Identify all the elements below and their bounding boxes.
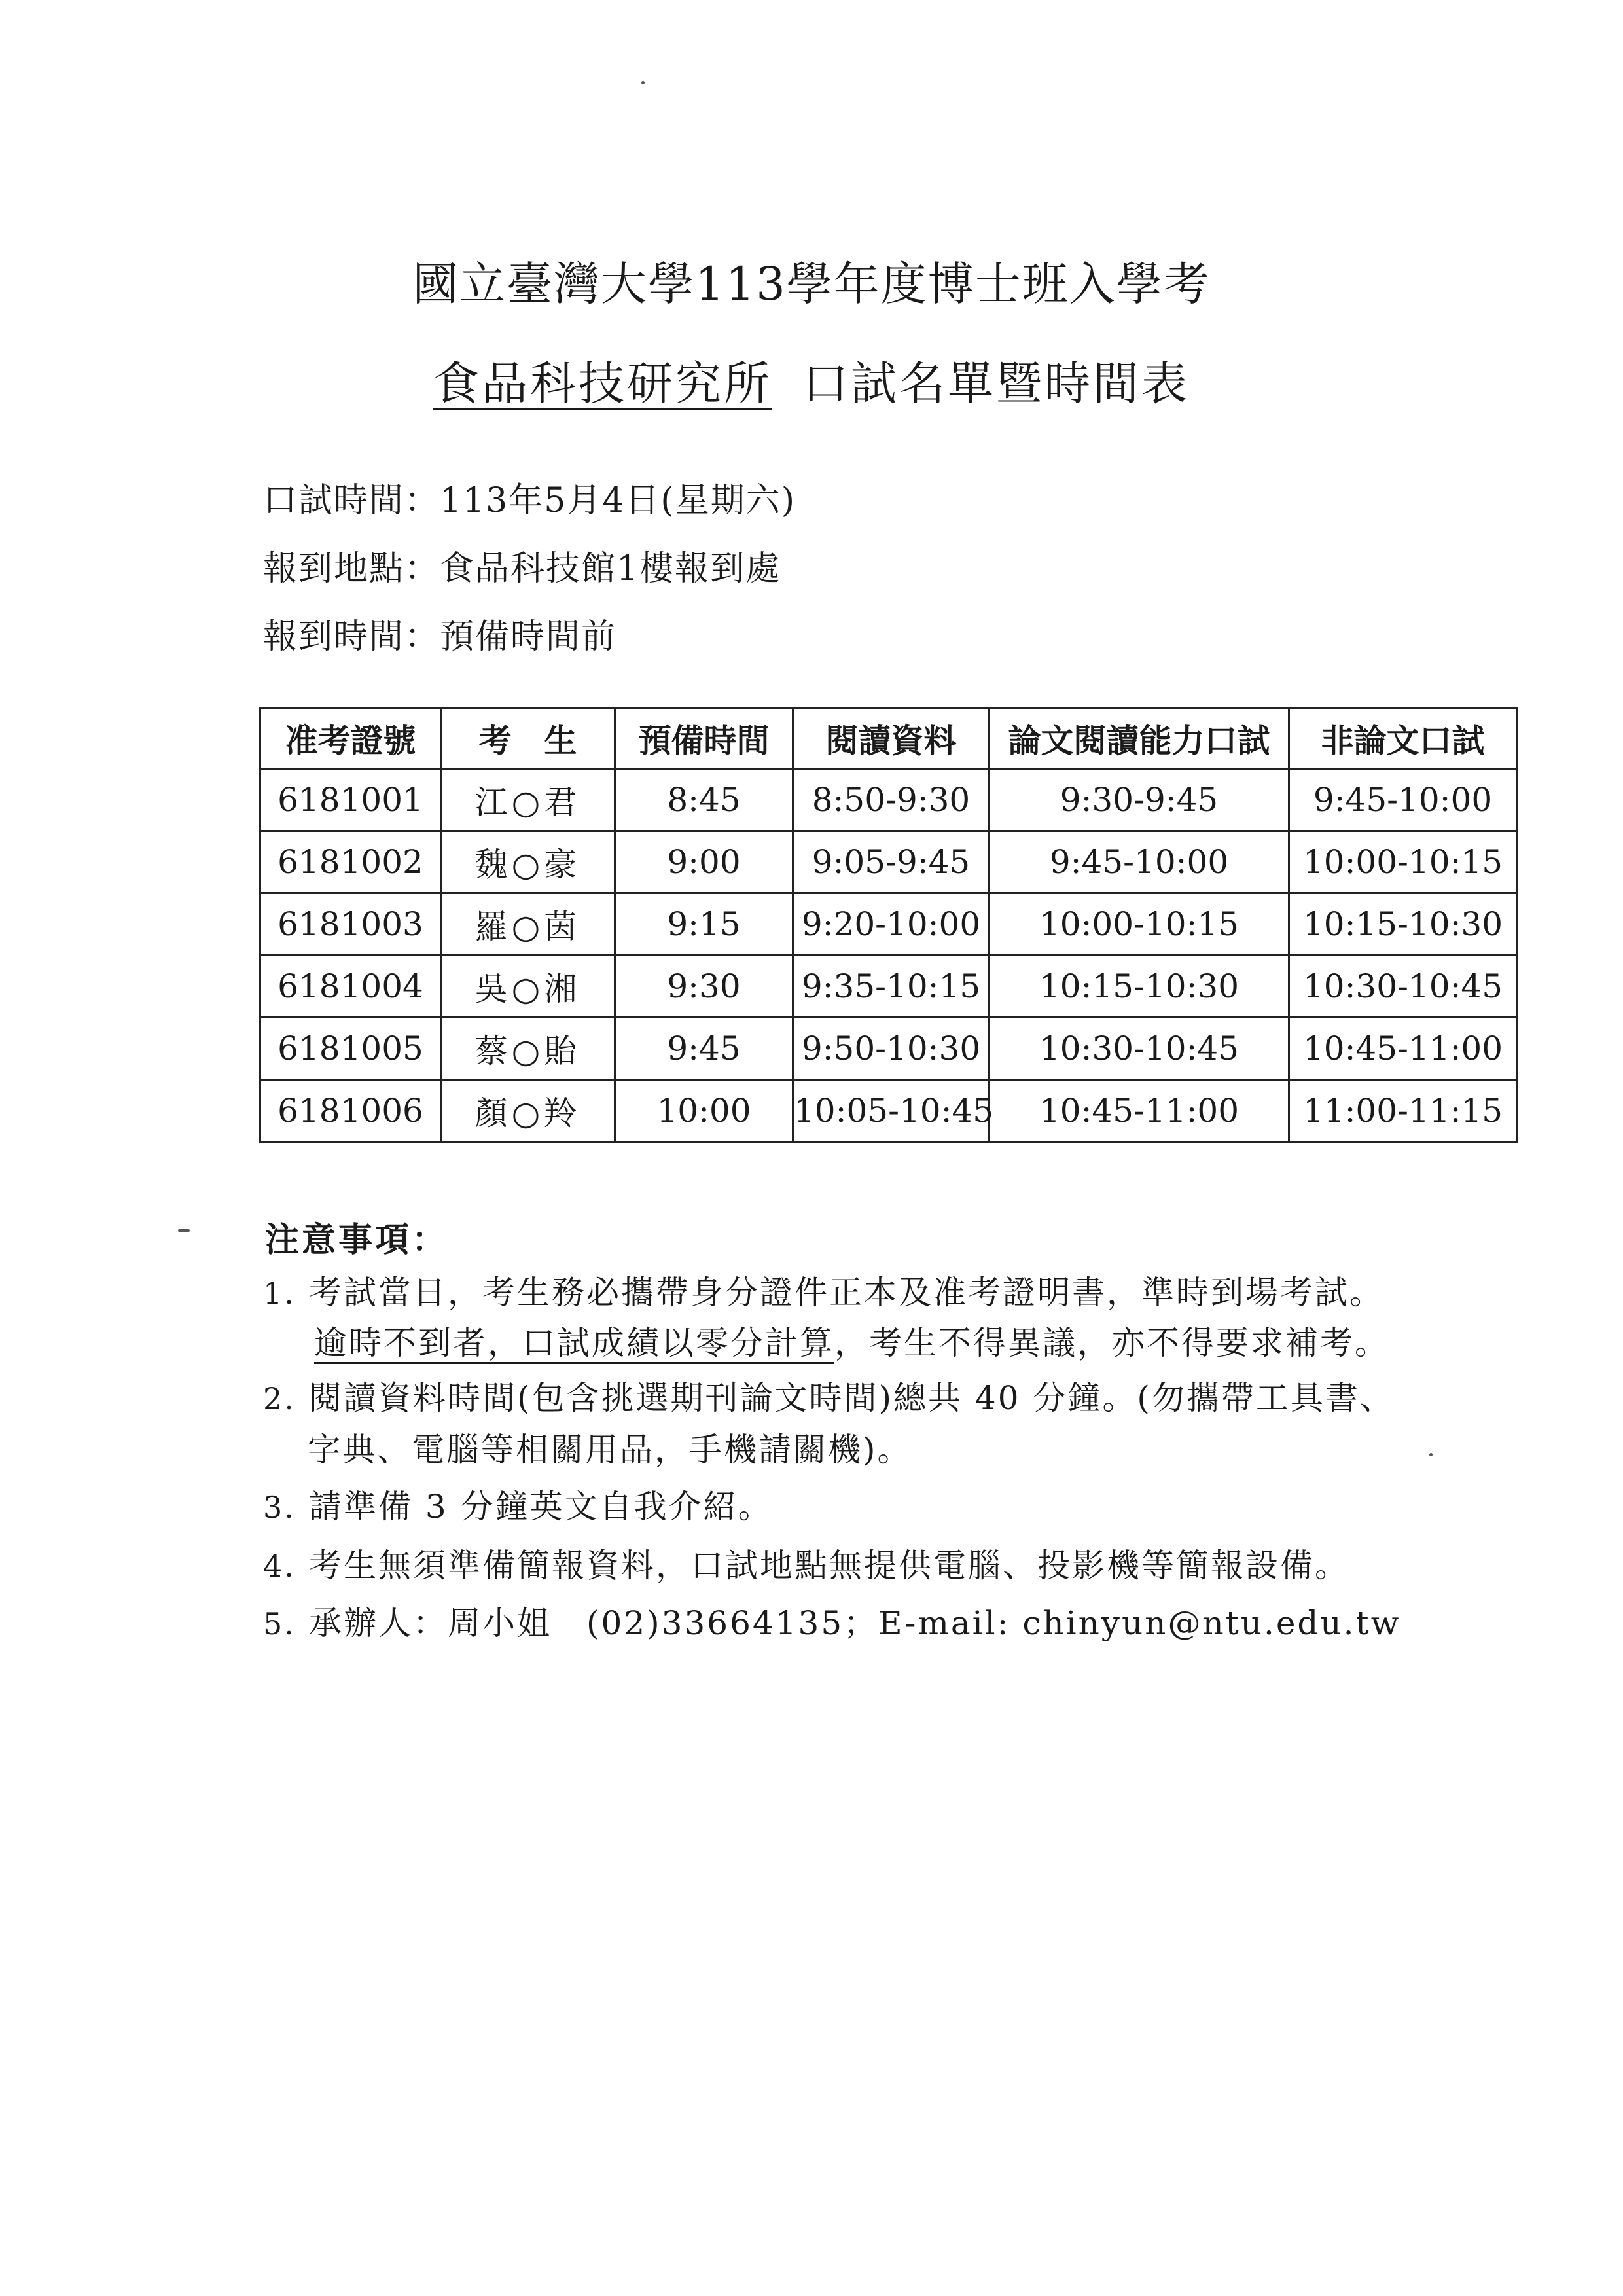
candidate-cell: 江○君 xyxy=(441,769,615,831)
prep-time-cell: 9:15 xyxy=(615,893,793,956)
candidate-cell: 魏○豪 xyxy=(441,831,615,893)
document-subtitle xyxy=(0,347,1623,413)
note-number: 3. xyxy=(263,1490,296,1525)
candidate-cell: 顏○羚 xyxy=(441,1080,615,1142)
prep-time-cell: 9:30 xyxy=(615,956,793,1018)
table-row xyxy=(260,831,1517,893)
document-title: 國立臺灣大學113學年度博士班入學考 xyxy=(412,257,1211,311)
candidate-cell: 羅○茵 xyxy=(441,893,615,956)
thesis-oral-cell: 10:00-10:15 xyxy=(990,893,1289,956)
admission-no-cell: 6181001 xyxy=(260,769,441,831)
note-item-2-continued: 字典、電腦等相關用品，手機請關機)。 xyxy=(308,1431,912,1469)
note-number: 4. xyxy=(263,1549,296,1584)
admission-no-cell: 6181005 xyxy=(260,1018,441,1080)
note-item-4 xyxy=(263,1539,1349,1587)
reading-time-cell: 9:05-9:45 xyxy=(793,831,990,893)
prep-time-cell: 9:45 xyxy=(615,1018,793,1080)
reading-time-cell: 10:05-10:45 xyxy=(793,1080,990,1142)
table-header-row xyxy=(260,708,1517,769)
reading-time-cell: 9:50-10:30 xyxy=(793,1018,990,1080)
column-header-reading: 閱讀資料 xyxy=(793,708,990,769)
column-header-admission-no: 准考證號 xyxy=(260,708,441,769)
report-time-line: 報到時間：預備時間前 xyxy=(263,617,617,656)
contact-text: 承辦人：周小姐 (02)33664135；E-mail: chinyun@ntu.edu.tw xyxy=(309,1604,1401,1642)
general-oral-cell: 11:00-11:15 xyxy=(1289,1080,1517,1142)
prep-time-cell: 8:45 xyxy=(615,769,793,831)
note-text: 考試當日，考生務必攜帶身分證件正本及准考證明書，準時到場考試。 xyxy=(309,1274,1384,1312)
prep-time-cell: 10:00 xyxy=(615,1080,793,1142)
general-oral-cell: 10:00-10:15 xyxy=(1289,831,1517,893)
department-name: 食品科技研究所 xyxy=(433,357,772,410)
general-oral-cell: 10:30-10:45 xyxy=(1289,956,1517,1018)
thesis-oral-cell: 9:45-10:00 xyxy=(990,831,1289,893)
note-text: 考生無須準備簡報資料，口試地點無提供電腦、投影機等簡報設備。 xyxy=(309,1547,1349,1585)
table-row xyxy=(260,893,1517,956)
thesis-oral-cell: 9:30-9:45 xyxy=(990,769,1289,831)
reading-time-cell: 9:20-10:00 xyxy=(793,893,990,956)
reading-time-cell: 8:50-9:30 xyxy=(793,769,990,831)
note-text: 閱讀資料時間(包含挑選期刊論文時間)總共 40 分鐘。(勿攜帶工具書、 xyxy=(309,1379,1395,1417)
candidate-cell: 吳○湘 xyxy=(441,956,615,1018)
exam-time-line: 口試時間：113年5月4日(星期六) xyxy=(263,481,796,520)
column-header-prep-time: 預備時間 xyxy=(615,708,793,769)
scan-speck xyxy=(641,81,645,84)
admission-no-cell: 6181002 xyxy=(260,831,441,893)
admission-no-cell: 6181003 xyxy=(260,893,441,956)
schedule-table xyxy=(259,707,1518,1143)
note-text: 請準備 3 分鐘英文自我介紹。 xyxy=(309,1488,773,1526)
note-underlined-text: 逾時不到者，口試成績以零分計算 xyxy=(314,1324,834,1362)
prep-time-cell: 9:00 xyxy=(615,831,793,893)
general-oral-cell: 10:45-11:00 xyxy=(1289,1018,1517,1080)
table-row xyxy=(260,1018,1517,1080)
note-item-1-continued xyxy=(314,1317,1389,1364)
column-header-general-oral: 非論文口試 xyxy=(1289,708,1517,769)
table-row xyxy=(260,769,1517,831)
note-number: 2. xyxy=(263,1381,296,1416)
general-oral-cell: 9:45-10:00 xyxy=(1289,769,1517,831)
scan-speck xyxy=(1429,1453,1433,1456)
column-header-thesis-oral: 論文閱讀能力口試 xyxy=(990,708,1289,769)
thesis-oral-cell: 10:30-10:45 xyxy=(990,1018,1289,1080)
table-row xyxy=(260,1080,1517,1142)
note-text: ，考生不得異議，亦不得要求補考。 xyxy=(834,1324,1389,1362)
admission-no-cell: 6181006 xyxy=(260,1080,441,1142)
note-item-5 xyxy=(263,1597,1400,1644)
reading-time-cell: 9:35-10:15 xyxy=(793,956,990,1018)
thesis-oral-cell: 10:15-10:30 xyxy=(990,956,1289,1018)
subtitle-text: 口試名單暨時間表 xyxy=(802,357,1190,410)
column-header-candidate: 考 生 xyxy=(441,708,615,769)
notes-heading: 注意事項： xyxy=(265,1220,449,1260)
report-place-line: 報到地點：食品科技館1樓報到處 xyxy=(263,549,781,588)
table-row xyxy=(260,956,1517,1018)
note-item-1 xyxy=(263,1266,1384,1314)
note-number: 5. xyxy=(263,1606,296,1641)
general-oral-cell: 10:15-10:30 xyxy=(1289,893,1517,956)
admission-no-cell: 6181004 xyxy=(260,956,441,1018)
scan-speck xyxy=(178,1229,190,1232)
note-item-3 xyxy=(263,1480,773,1528)
candidate-cell: 蔡○貽 xyxy=(441,1018,615,1080)
note-number: 1. xyxy=(263,1276,296,1311)
note-item-2 xyxy=(263,1372,1395,1419)
thesis-oral-cell: 10:45-11:00 xyxy=(990,1080,1289,1142)
